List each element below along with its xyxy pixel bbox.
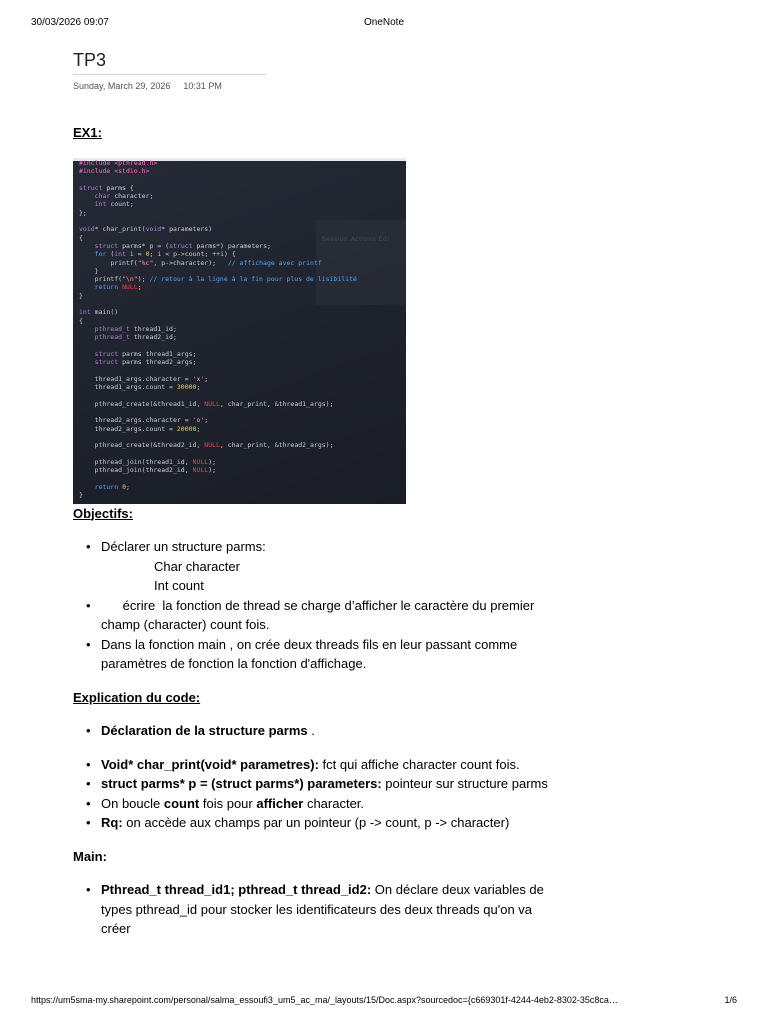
print-footer — [31, 995, 737, 1009]
main-list — [73, 880, 553, 939]
code-line — [79, 300, 357, 308]
bullet: • — [86, 776, 91, 791]
code-line — [79, 433, 357, 441]
code-line: pthread_create(&thread2_id, NULL, char_print, &thread2_args); — [94, 441, 334, 450]
code-line: struct parms { — [79, 183, 134, 192]
code-line: return NULL; — [94, 283, 142, 292]
list-item: • Dans la fonction main , on crée deux threads fils en leur passant comme paramètres de fonction la fonction d'affichage. — [86, 636, 518, 671]
code-listing — [79, 159, 357, 499]
code-line: pthread_create(&thread1_id, NULL, char_print, &thread1_args); — [94, 399, 334, 408]
code-line: for (int i = 0; i < p->count; ++i) { — [94, 250, 236, 259]
code-line — [79, 342, 357, 350]
bullet: • — [86, 597, 91, 613]
objectifs-heading: Objectifs: — [73, 505, 133, 521]
code-line: int count; — [94, 200, 134, 209]
code-line: #include <pthread.h> — [79, 159, 158, 167]
list-item: • Déclarer un structure parms: Char character Int count — [86, 539, 266, 593]
ex1-heading: EX1: — [73, 125, 102, 140]
list-item: • On boucle count fois pour afficher character. — [73, 794, 553, 814]
code-line: char character; — [94, 192, 154, 201]
print-header — [31, 17, 737, 31]
code-line — [79, 366, 357, 374]
code-line: printf("\n"); // retour à la ligne à la fin pour plus de lisibilité — [94, 275, 357, 284]
print-datetime: 30/03/2026 09:07 — [31, 17, 109, 28]
code-line — [79, 176, 357, 184]
bullet: • — [86, 636, 91, 652]
code-line: { — [79, 316, 83, 325]
code-line: }; — [79, 208, 87, 217]
code-line: void* char_print(void* parameters) — [79, 225, 213, 234]
bullet: • — [86, 756, 91, 772]
page-time: 10:31 PM — [183, 81, 222, 91]
code-line: } — [79, 490, 83, 499]
bullet: • — [86, 539, 91, 554]
code-line: int main() — [79, 308, 119, 317]
list-item: • Déclaration de la structure parms . — [73, 721, 553, 741]
code-line: struct parms thread2_args; — [94, 358, 197, 367]
list-item: • struct parms* p = (struct parms*) parameters: pointeur sur structure parms — [73, 774, 553, 794]
code-line — [79, 474, 357, 482]
code-line: return 0; — [94, 482, 130, 491]
code-line — [79, 217, 357, 225]
code-line: pthread_join(thread1_id, NULL); — [94, 457, 217, 466]
code-line: thread1_args.count = 30000; — [94, 383, 201, 392]
code-line: struct parms thread1_args; — [94, 349, 197, 358]
overlay-menu-text: Session Actions Edi — [322, 236, 390, 243]
bullet: • — [86, 815, 91, 830]
code-screenshot-image — [73, 158, 406, 504]
page-meta — [73, 81, 222, 91]
footer-url: https://um5sma-my.sharepoint.com/personal/salma_essoufi3_um5_ac_ma/_layouts/15/Doc.aspx?sourcedoc={c669301f-4244-4eb2-8302-35c8ca… — [31, 995, 618, 1005]
main-heading: Main: — [73, 848, 107, 864]
list-item: • Rq: on accède aux champs par un pointeur (p -> count, p -> character) — [73, 813, 553, 833]
list-item: • Pthread_t thread_id1; pthread_t thread_id2: On déclare deux variables de types pthread_id pour stocker les identificateurs des deux threads qu'on va créer — [86, 882, 544, 936]
code-line — [79, 391, 357, 399]
code-line: struct parms* p = (struct parms*) parameters; — [94, 241, 271, 250]
code-line: { — [79, 233, 83, 242]
code-line: printf("%c", p->character); // affichage avec printf — [110, 258, 322, 267]
bullet: • — [86, 795, 91, 811]
code-line: thread1_args.character = 'x'; — [94, 374, 209, 383]
code-line: pthread_t thread2_id; — [94, 333, 177, 342]
code-line — [79, 449, 357, 457]
page-title[interactable]: TP3 — [73, 50, 107, 70]
list-item: • écrire la fonction de thread se charge d’afficher le caractère du premier champ (character) count fois. — [86, 597, 535, 632]
list-item: • Void* char_print(void* parametres): fct qui affiche character count fois. — [73, 755, 553, 775]
code-line: thread2_args.character = 'o'; — [94, 416, 209, 425]
bullet: • — [86, 723, 91, 738]
explication-list-2 — [73, 755, 553, 833]
code-line: #include <stdio.h> — [79, 167, 150, 176]
footer-page-number: 1/6 — [724, 995, 737, 1005]
bullet: • — [86, 882, 91, 897]
code-line — [79, 408, 357, 416]
explication-heading: Explication du code: — [73, 689, 201, 705]
explication-list-1 — [73, 721, 553, 741]
code-line: } — [79, 291, 83, 300]
code-line: thread2_args.count = 20000; — [94, 424, 201, 433]
code-line: pthread_t thread1_id; — [94, 324, 177, 333]
title-divider — [73, 74, 266, 75]
print-app-name: OneNote — [363, 17, 405, 28]
objectifs-list — [73, 537, 553, 674]
page-date: Sunday, March 29, 2026 — [73, 81, 171, 91]
code-line: } — [94, 266, 99, 275]
code-line: pthread_join(thread2_id, NULL); — [94, 465, 217, 474]
